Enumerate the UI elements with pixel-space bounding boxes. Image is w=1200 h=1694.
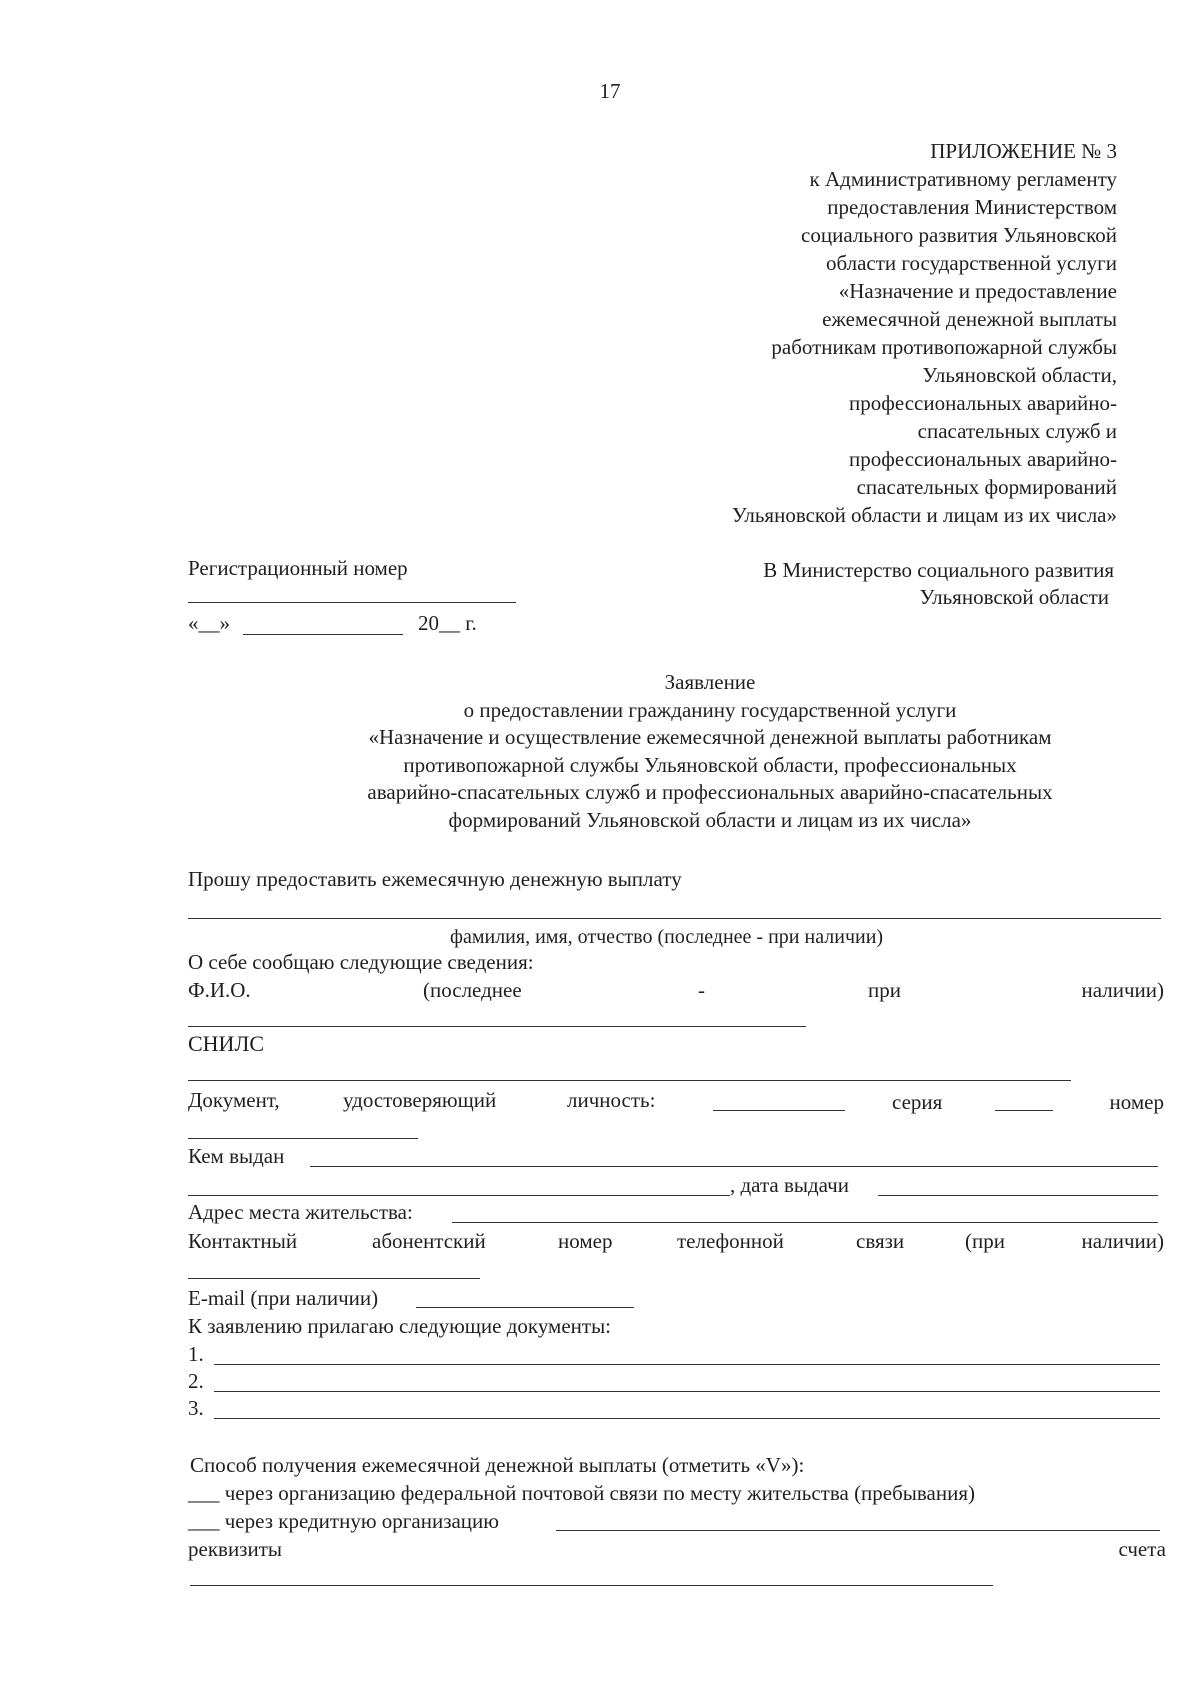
doc-series-label: серия (892, 1090, 943, 1114)
registration-label: Регистрационный номер (188, 556, 408, 580)
application-title: Заявление (664, 670, 756, 694)
page-number: 17 (599, 79, 621, 103)
doc-word: удостоверяющий (343, 1088, 497, 1112)
requisites-label: реквизиты (188, 1537, 282, 1561)
snils-field[interactable] (188, 1080, 1071, 1081)
appendix-line: к Административному регламенту (809, 167, 1117, 191)
appendix-line: спасательных служб и (917, 419, 1117, 443)
email-label: E-mail (при наличии) (188, 1286, 379, 1310)
registration-date-day: «__» (188, 611, 230, 635)
attach-item-field[interactable] (214, 1364, 1160, 1365)
phone-word: абонентский (372, 1229, 486, 1253)
snils-label: СНИЛС (188, 1031, 265, 1056)
doc-series-field[interactable] (995, 1110, 1053, 1111)
doc-word: личность: (567, 1088, 656, 1112)
phone-word: Контактный (188, 1229, 298, 1253)
fio-label: Ф.И.О. (188, 978, 251, 1002)
registration-number-field[interactable] (188, 602, 516, 603)
phone-word: наличии) (1081, 1229, 1164, 1253)
application-title-block (280, 669, 1140, 834)
request-text: Прошу предоставить ежемесячную денежную выплату (188, 867, 682, 891)
issue-date-field[interactable] (878, 1195, 1158, 1196)
account-label: счета (1118, 1537, 1166, 1561)
application-title-line: о предоставлении гражданину государственной услуги (463, 697, 957, 722)
phone-word: номер (558, 1229, 613, 1253)
application-title-line: аварийно-спасательных служб и профессиональных аварийно-спасательных (367, 780, 1053, 804)
attach-label: К заявлению прилагаю следующие документы: (188, 1314, 612, 1338)
application-title-line: «Назначение и осуществление ежемесячной денежной выплаты работникам (368, 725, 1052, 749)
addressee-line1: В Министерство социального развития (763, 558, 1114, 582)
method-label: Способ получения ежемесячной денежной выплаты (отметить «V»): (190, 1453, 805, 1477)
fio-word: - (698, 978, 705, 1002)
registration-date-month-field[interactable] (243, 634, 403, 635)
appendix-line: предоставления Министерством (827, 195, 1117, 219)
attach-item-field[interactable] (214, 1418, 1160, 1419)
doc-word: Документ, (188, 1088, 280, 1112)
appendix-line: профессиональных аварийно- (849, 391, 1117, 415)
option-post[interactable]: ___ через организацию федеральной почтовой связи по месту жительства (пребывания) (188, 1481, 975, 1505)
fio-word: (последнее (423, 978, 522, 1002)
application-title-line: формирований Ульяновской области и лицам из их числа» (448, 807, 972, 832)
account-field[interactable] (190, 1585, 993, 1586)
registration-date-year: 20__ г. (418, 611, 477, 635)
attach-item-number: 3. (188, 1396, 204, 1420)
address-label: Адрес места жительства: (188, 1200, 413, 1224)
application-title-line: противопожарной службы Ульяновской области, профессиональных (403, 752, 1017, 777)
appendix-title: ПРИЛОЖЕНИЕ № 3 (930, 139, 1117, 163)
fio-field[interactable] (188, 1026, 806, 1027)
appendix-line: ежемесячной денежной выплаты (822, 307, 1117, 331)
attach-item-field[interactable] (214, 1391, 1160, 1392)
appendix-line: социального развития Ульяновской (801, 223, 1117, 247)
issued-by-label: Кем выдан (188, 1144, 285, 1168)
email-field[interactable] (416, 1307, 634, 1308)
appendix-line: Ульяновской области и лицам из их числа» (731, 503, 1117, 527)
applicant-name-field[interactable] (188, 918, 1161, 919)
appendix-header (732, 137, 1117, 529)
appendix-line: области государственной услуги (825, 251, 1117, 275)
addressee-line2: Ульяновской области (919, 585, 1109, 609)
doc-number-field[interactable] (188, 1138, 418, 1139)
fio-word: при (868, 978, 901, 1002)
option-bank[interactable]: ___ через кредитную организацию (188, 1509, 499, 1533)
fio-word: наличии) (1081, 978, 1164, 1002)
doc-series-pre-field[interactable] (713, 1110, 845, 1111)
about-self-text: О себе сообщаю следующие сведения: (188, 950, 534, 974)
address-field[interactable] (452, 1222, 1158, 1223)
attach-item-number: 1. (188, 1342, 204, 1366)
phone-word: связи (856, 1229, 905, 1253)
appendix-line: профессиональных аварийно- (849, 447, 1117, 471)
issued-by-field-continued[interactable] (188, 1195, 730, 1196)
fio-caption: фамилия, имя, отчество (последнее - при наличии) (450, 926, 884, 948)
bank-name-field[interactable] (556, 1530, 1160, 1531)
appendix-line: спасательных формирований (856, 475, 1117, 499)
issued-by-field[interactable] (310, 1166, 1158, 1167)
issue-date-label: , дата выдачи (730, 1173, 849, 1197)
phone-field[interactable] (188, 1278, 480, 1279)
appendix-line: Ульяновской области, (922, 363, 1117, 387)
appendix-line: работникам противопожарной службы (771, 335, 1117, 359)
doc-number-label: номер (1109, 1090, 1164, 1114)
phone-word: телефонной (677, 1229, 784, 1253)
attach-item-number: 2. (188, 1369, 204, 1393)
appendix-line: «Назначение и предоставление (838, 279, 1117, 303)
phone-word: (при (965, 1229, 1005, 1253)
